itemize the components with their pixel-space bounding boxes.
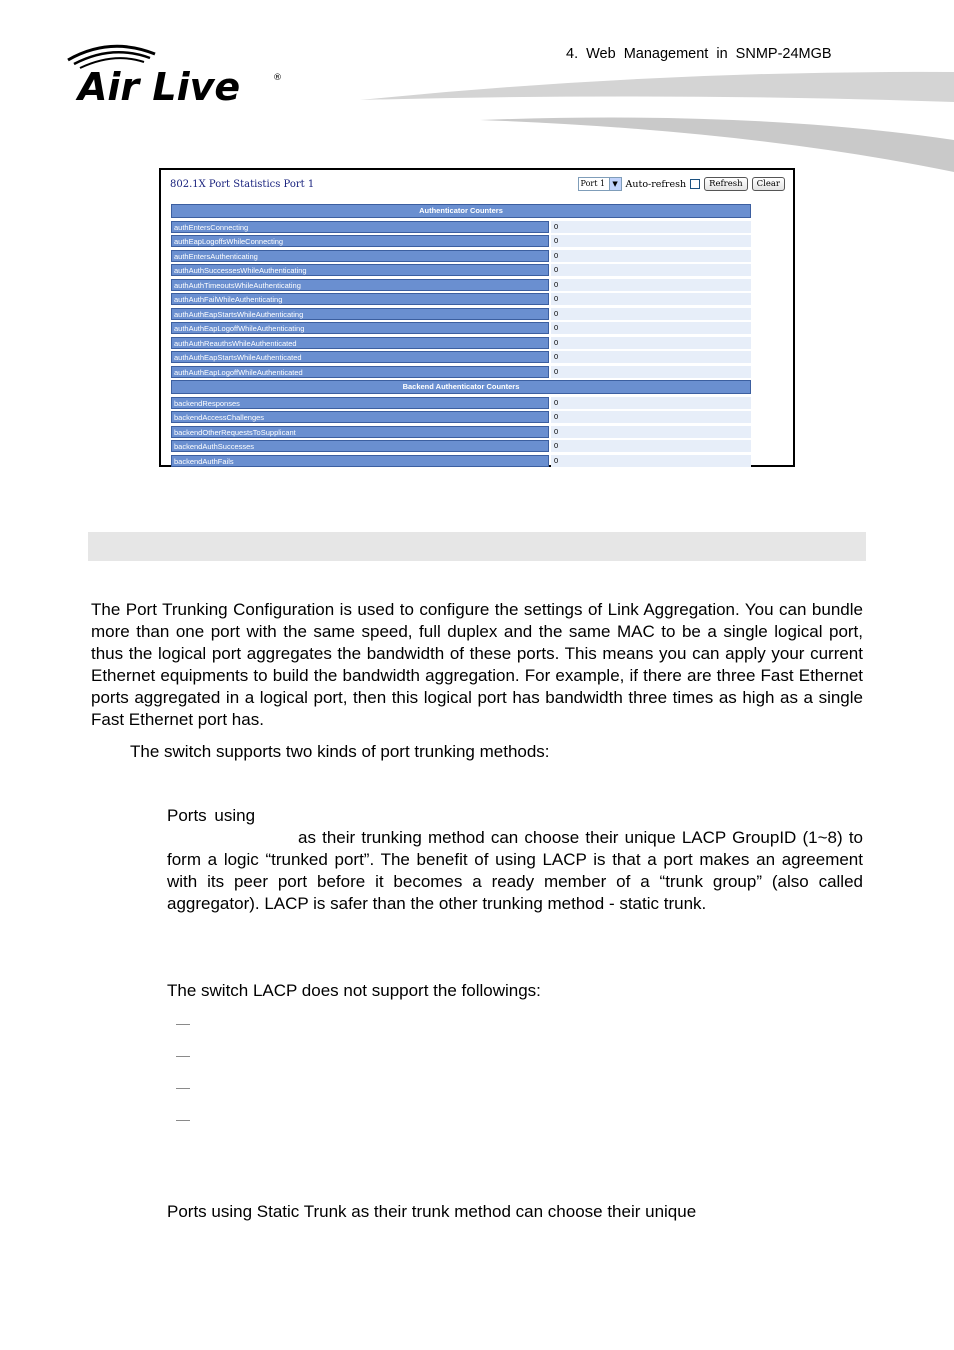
auto-refresh-checkbox[interactable] <box>690 179 700 189</box>
table-row <box>171 221 751 233</box>
counter-name: authEapLogoffsWhileConnecting <box>171 235 549 247</box>
static-trunk-paragraph: Ports using Static Trunk as their trunk method can choose their unique <box>167 1202 697 1221</box>
counter-name: backendAuthSuccesses <box>171 440 549 452</box>
counter-name: backendResponses <box>171 397 549 409</box>
table-row <box>171 366 751 378</box>
counter-value: 0 <box>551 264 751 276</box>
table-row <box>171 235 751 247</box>
statistics-table <box>171 204 751 469</box>
table-row <box>171 322 751 334</box>
counter-name: authAuthEapLogoffWhileAuthenticated <box>171 366 549 378</box>
clear-button[interactable]: Clear <box>752 177 785 191</box>
counter-value: 0 <box>551 426 751 438</box>
svg-text:®: ® <box>273 73 282 83</box>
lacp-not-support-line: The switch LACP does not support the followings: <box>167 981 541 1000</box>
counter-value: 0 <box>551 455 751 467</box>
list-bullet <box>176 1120 190 1121</box>
auto-refresh-label: Auto-refresh <box>625 178 687 190</box>
counter-value: 0 <box>551 411 751 423</box>
lacp-intro-line: Ports using <box>167 806 256 825</box>
port-select-value: Port 1 <box>580 179 606 188</box>
counter-name: authAuthEapStartsWhileAuthenticated <box>171 351 549 363</box>
counter-name: backendAccessChallenges <box>171 411 549 423</box>
counter-name: backendOtherRequestsToSupplicant <box>171 426 549 438</box>
table-row <box>171 426 751 438</box>
methods-line: The switch supports two kinds of port trunking methods: <box>130 742 550 761</box>
table-row <box>171 351 751 363</box>
statistics-controls <box>578 177 785 191</box>
counter-value: 0 <box>551 397 751 409</box>
table-row <box>171 250 751 262</box>
table-row <box>171 397 751 409</box>
table-row <box>171 264 751 276</box>
counter-name: authAuthReauthsWhileAuthenticated <box>171 337 549 349</box>
counter-name: authEntersConnecting <box>171 221 549 233</box>
counter-value: 0 <box>551 293 751 305</box>
refresh-button[interactable]: Refresh <box>704 177 748 191</box>
counter-value: 0 <box>551 366 751 378</box>
counter-value: 0 <box>551 235 751 247</box>
counter-name: backendAuthFails <box>171 455 549 467</box>
counter-value: 0 <box>551 221 751 233</box>
counter-name: authEntersAuthenticating <box>171 250 549 262</box>
intro-paragraph: The Port Trunking Configuration is used to configure the settings of Link Aggregation. You can bundle more than one port with the same speed, full duplex and the same MAC to be a single logical port, thus the logical port aggregates the bandwidth of these ports. This means you can apply your current Ethernet equipments to build the bandwidth aggregation. For example, if there are three Fast Ethernet ports aggregated in a logical port, then this logical port has bandwidth three times as high as a single Fast Ethernet port has. <box>91 600 863 729</box>
airlive-logo <box>60 38 290 108</box>
counter-value: 0 <box>551 337 751 349</box>
logo-text: Air Live <box>78 65 241 108</box>
table-row <box>171 411 751 423</box>
header-swoosh <box>330 60 954 180</box>
port-statistics-screenshot <box>159 168 795 467</box>
counter-value: 0 <box>551 440 751 452</box>
counter-value: 0 <box>551 322 751 334</box>
counter-name: authAuthEapLogoffWhileAuthenticating <box>171 322 549 334</box>
table-row <box>171 279 751 291</box>
list-bullet <box>176 1024 190 1025</box>
chevron-down-icon: ▼ <box>609 178 621 190</box>
section-heading: Authenticator Counters <box>171 204 751 218</box>
statistics-title: 802.1X Port Statistics Port 1 <box>170 179 315 190</box>
counter-name: authAuthSuccessesWhileAuthenticating <box>171 264 549 276</box>
counter-name: authAuthEapStartsWhileAuthenticating <box>171 308 549 320</box>
counter-name: authAuthTimeoutsWhileAuthenticating <box>171 279 549 291</box>
lacp-paragraph: as their trunking method can choose their unique LACP GroupID (1~8) to form a logic “trunked port”. The benefit of using LACP is that a port makes an agreement with its peer port before it becomes a ready member of a “trunk group” (also called aggregator). LACP is safer than the other trunking method - static trunk. <box>167 828 863 913</box>
counter-name: authAuthFailWhileAuthenticating <box>171 293 549 305</box>
list-bullet <box>176 1056 190 1057</box>
table-row <box>171 293 751 305</box>
counter-value: 0 <box>551 308 751 320</box>
table-row <box>171 337 751 349</box>
page-header-text: 4. Web Management in SNMP-24MGB <box>566 46 832 62</box>
counter-value: 0 <box>551 351 751 363</box>
table-row <box>171 440 751 452</box>
section-heading-bar <box>88 532 866 561</box>
table-row <box>171 308 751 320</box>
port-select[interactable] <box>578 177 622 191</box>
list-bullet <box>176 1088 190 1089</box>
section-heading: Backend Authenticator Counters <box>171 380 751 394</box>
counter-value: 0 <box>551 279 751 291</box>
table-row <box>171 455 751 467</box>
counter-value: 0 <box>551 250 751 262</box>
